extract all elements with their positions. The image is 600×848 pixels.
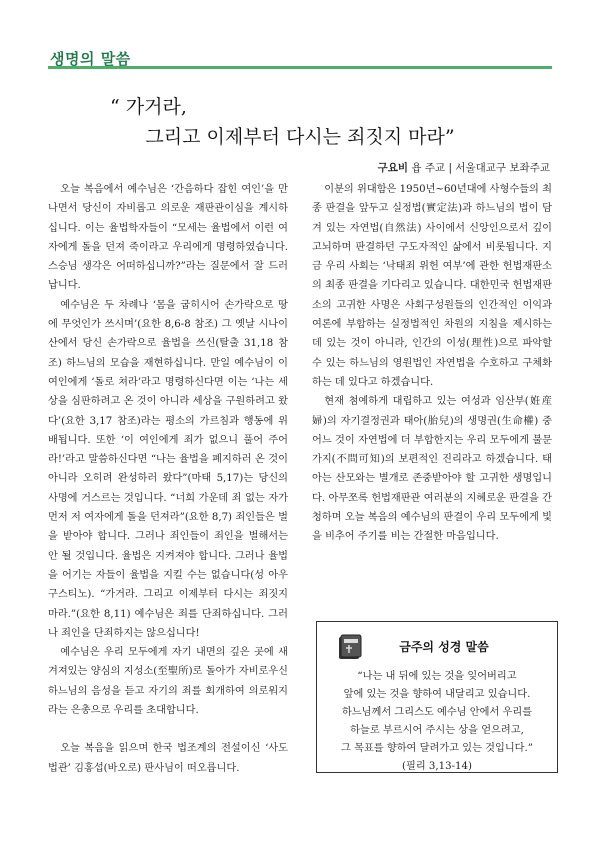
author-byline xyxy=(378,160,550,175)
paragraph: 이분의 위대함은 1950년~60년대에 사형수들의 최종 판결을 앞두고 실정법(實定法)과 하느님의 법이 담겨 있는 자연법(自然法) 사이에서 신앙인으로서 깊이 고뇌하며 판결하던 구도자적인 삶에서 비롯됩니다. 지금 우리 사회는 ‘낙태죄 위헌 여부’에 관한 헌법재판소의 최종 판결을 기다리고 있습니다. 대한민국 헌법재판소의 고귀한 사명은 사회구성원들의 인간적인 이익과 여론에 부합하는 실정법적인 차원의 지침을 제시하는 데 있는 것이 아니라, 인간의 이성(理性)으로 파악할 수 있는 하느님의 영원법인 자연법을 수호하고 구체화하는 데 있다고 하겠습니다. xyxy=(312,184,552,388)
title-line-1: “ 가거라, xyxy=(110,96,187,118)
paragraph: 예수님은 두 차례나 ‘몸을 굽히시어 손가락으로 땅에 무엇인가 쓰시며’(요한 8,6-8 참조) 그 옛날 시나이 산에서 당신 손가락으로 율법을 쓰신(탈출 31,18 참조) 하느님의 모습을 재현하십니다. 만일 예수님이 이 여인에게 ‘돌로 쳐라’라고 명령하신다면 이는 ‘나는 세상을 심판하려고 온 것이 아니라 세상을 구원하려고 왔다’(요한 3,17 참조)라는 평소의 가르침과 행동에 위배됩니다. 또한 ‘이 여인에게 죄가 없으니 풀어 주어라!’라고 말씀하신다면 “나는 율법을 폐지하러 온 것이 아니라 오히려 완성하러 왔다”(마태 5,17)는 당신의 사명에 거스르는 것입니다. “너희 가운데 죄 없는 자가 먼저 저 여자에게 돌을 던져라”(요한 8,7) 죄인들은 벌을 받아야 합니다. 그러나 죄인들이 죄인을 벌해서는 안 될 것입니다. 율법은 지켜져야 합니다. 그러나 율법을 어기는 자들이 율법을 지킬 수는 없습니다(성 아우구스티노). “가거라. 그리고 이제부터 다시는 죄짓지 마라.”(요한 8,11) 예수님은 죄를 단죄하십니다. 그러나 죄인을 단죄하지는 않으십니다! xyxy=(48,299,288,639)
author-name: 구요비 xyxy=(377,162,409,174)
verse-line: 그 목표를 향하여 달려가고 있는 것입니다.” xyxy=(341,743,533,754)
verse-text xyxy=(325,668,549,776)
verse-reference: (필리 3,13-14) xyxy=(402,761,472,772)
paragraph: 오늘 복음을 읽으며 한국 법조계의 전설이신 ‘사도법관’ 김홍섭(바오로) 판사님이 떠오릅니다. xyxy=(48,743,288,774)
section-rule xyxy=(48,66,552,69)
right-column xyxy=(312,180,552,547)
paragraph: 현재 첨예하게 대립하고 있는 여성과 임산부(姙産婦)의 자기결정권과 태아(胎兒)의 생명권(生命權) 중 어느 것이 자연법에 더 부합한지는 우리 모두에게 불문가지(不問可知)의 보편적인 진리라고 하겠습니다. 태아는 산모와는 별개로 존중받아야 할 고귀한 생명입니다. 아무쪼록 헌법재판관 여러분의 지혜로운 판결을 간청하며 오늘 복음의 예수님의 판결이 우리 모두에게 빛을 비추어 주기를 비는 간절한 마음입니다. xyxy=(312,396,552,543)
weekly-verse-box xyxy=(316,621,558,773)
article-title xyxy=(0,92,600,152)
verse-line: 앞에 있는 것을 향하여 내달리고 있습니다. xyxy=(343,689,531,700)
title-line-2: 그리고 이제부터 다시는 죄짓지 마라” xyxy=(145,126,455,148)
author-role: 욥 주교 | 서울대교구 보좌주교 xyxy=(408,162,550,174)
section-title: 생명의 말씀 xyxy=(50,50,131,68)
box-title: 금주의 성경 말씀 xyxy=(399,640,489,654)
paragraph: 오늘 복음에서 예수님은 ‘간음하다 잡힌 여인’을 만나면서 당신이 자비롭고 의로운 재판관이심을 계시하십니다. 이는 율법학자들이 “모세는 율법에서 이런 여자에게 돌을 던져 죽이라고 우리에게 명령하였습니다. 스승님 생각은 어떠하십니까?”라는 질문에서 잘 드러납니다. xyxy=(48,184,288,292)
verse-line: 하느님께서 그리스도 예수님 안에서 우리를 xyxy=(341,707,533,718)
left-column xyxy=(48,180,288,778)
verse-line: “나는 내 뒤에 있는 것을 잊어버리고 xyxy=(357,671,517,682)
verse-line: 하늘로 부르시어 주시는 상을 얻으려고, xyxy=(350,725,524,736)
paragraph: 예수님은 우리 모두에게 자기 내면의 깊은 곳에 새겨져있는 양심의 지성소(至聖所)로 돌아가 자비로우신 하느님의 음성을 듣고 자기의 죄를 회개하여 의로워지라는 은총으로 우리를 초대합니다. xyxy=(48,647,288,717)
